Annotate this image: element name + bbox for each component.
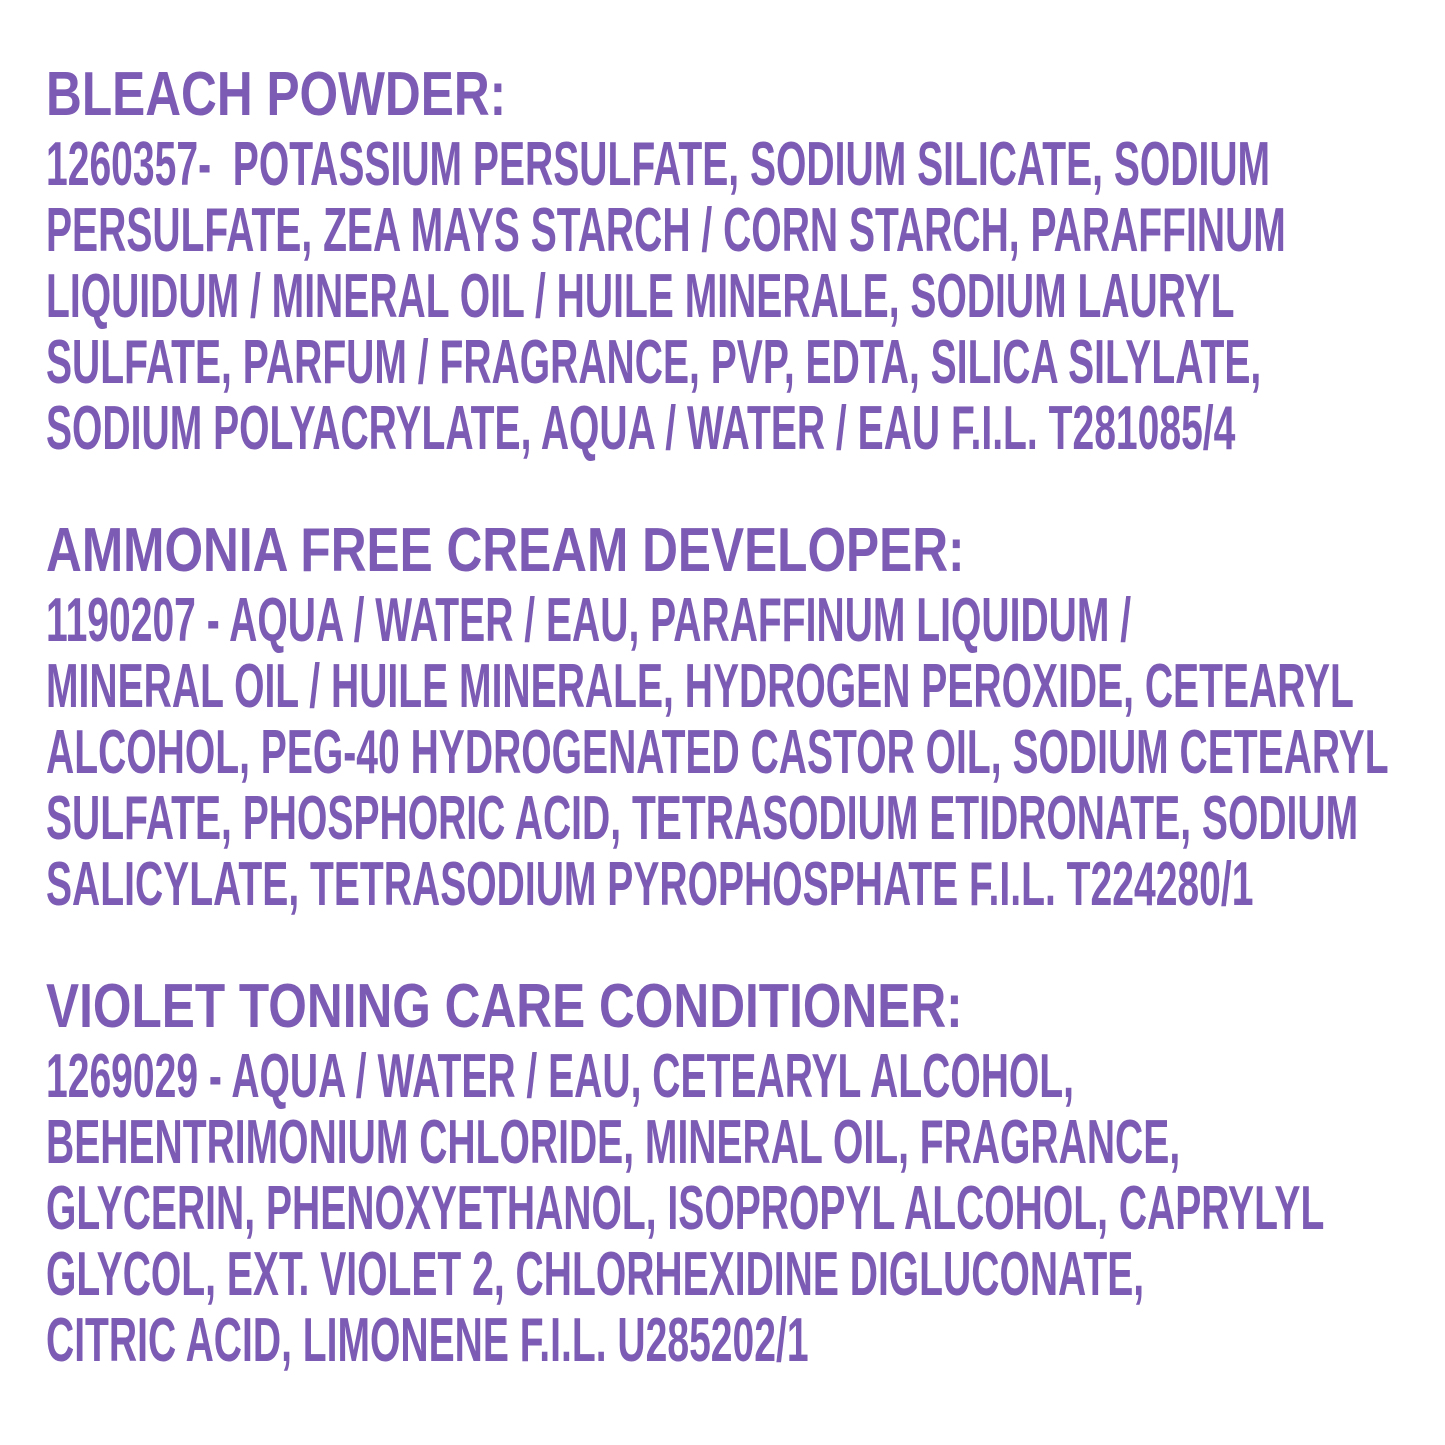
ingredients-line: ALCOHOL, PEG-40 HYDROGENATED CASTOR OIL, SODIUM CETEARYL <box>46 718 1389 787</box>
section-heading: AMMONIA FREE CREAM DEVELOPER: <box>46 516 965 585</box>
section-ammonia-free-cream-developer <box>46 518 1405 918</box>
ingredients-line: GLYCERIN, PHENOXYETHANOL, ISOPROPYL ALCOHOL, CAPRYLYL <box>46 1174 1325 1243</box>
ingredients-list <box>46 132 1405 462</box>
ingredients-list <box>46 1044 1405 1374</box>
section-heading: BLEACH POWDER: <box>46 60 507 129</box>
section-heading: VIOLET TONING CARE CONDITIONER: <box>46 972 963 1041</box>
ingredients-line: LIQUIDUM / MINERAL OIL / HUILE MINERALE, SODIUM LAURYL <box>46 262 1235 331</box>
ingredients-line: SULFATE, PHOSPHORIC ACID, TETRASODIUM ETIDRONATE, SODIUM <box>46 784 1359 853</box>
section-violet-toning-care-conditioner <box>46 974 1405 1374</box>
ingredients-line: 1190207 - AQUA / WATER / EAU, PARAFFINUM LIQUIDUM / <box>46 586 1132 655</box>
ingredients-line: CITRIC ACID, LIMONENE F.I.L. U285202/1 <box>46 1306 809 1375</box>
ingredients-line: MINERAL OIL / HUILE MINERALE, HYDROGEN PEROXIDE, CETEARYL <box>46 652 1354 721</box>
ingredients-line: SODIUM POLYACRYLATE, AQUA / WATER / EAU F.I.L. T281085/4 <box>46 394 1236 463</box>
ingredients-line: PERSULFATE, ZEA MAYS STARCH / CORN STARCH, PARAFFINUM <box>46 196 1286 265</box>
ingredients-line: SALICYLATE, TETRASODIUM PYROPHOSPHATE F.I.L. T224280/1 <box>46 850 1254 919</box>
ingredients-line: 1269029 - AQUA / WATER / EAU, CETEARYL ALCOHOL, <box>46 1042 1075 1111</box>
ingredients-line: BEHENTRIMONIUM CHLORIDE, MINERAL OIL, FRAGRANCE, <box>46 1108 1181 1177</box>
ingredients-line: SULFATE, PARFUM / FRAGRANCE, PVP, EDTA, SILICA SILYLATE, <box>46 328 1262 397</box>
section-bleach-powder <box>46 62 1405 462</box>
ingredients-line: 1260357- POTASSIUM PERSULFATE, SODIUM SILICATE, SODIUM <box>46 130 1271 199</box>
ingredients-line: GLYCOL, EXT. VIOLET 2, CHLORHEXIDINE DIGLUCONATE, <box>46 1240 1145 1309</box>
ingredients-list <box>46 588 1405 918</box>
